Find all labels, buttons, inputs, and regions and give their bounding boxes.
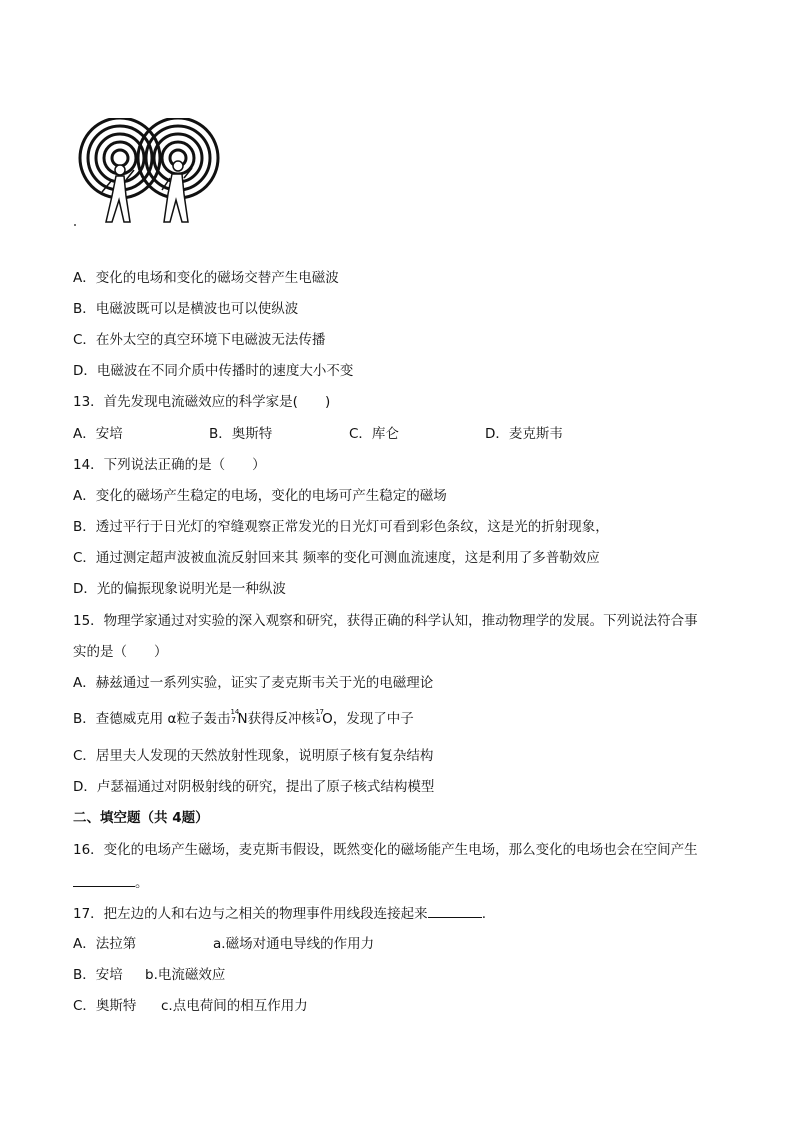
q15-option-b-text1: B．查德威克用 α粒子轰击 [73, 711, 231, 727]
q16-answer-blank[interactable] [73, 872, 135, 887]
q17-answer-blank[interactable] [428, 903, 482, 918]
q13-option-d: D．麦克斯韦 [485, 426, 563, 442]
q17-pair-c [73, 996, 473, 1016]
oxygen-nuclide-numbers [315, 709, 322, 723]
q14-option-d: D．光的偏振现象说明光是一种纵波 [73, 581, 286, 597]
q14-option-a: A．变化的磁场产生稳定的电场，变化的电场可产生稳定的磁场 [73, 488, 447, 504]
oxygen-atomic-number: 8 [316, 716, 321, 724]
q15-stem-line1: 15．物理学家通过对实验的深入观察和研究，获得正确的科学认知，推动物理学的发展。下列说法符合事 [73, 613, 698, 629]
nitrogen-symbol: N [237, 711, 248, 727]
q12-option-d: D．电磁波在不同介质中传播时的速度大小不变 [73, 363, 354, 379]
q17-left-b: B．安培 [73, 967, 123, 983]
q13-stem: 13．首先发现电流磁效应的科学家是( ) [73, 394, 331, 410]
q17-left-a: A．法拉第 [73, 936, 137, 952]
oxygen-mass-number: 17 [315, 708, 324, 716]
q15-option-b-text2: 获得反冲核 [247, 711, 316, 727]
section-heading-fill-in: 二、填空题（共 4题） [73, 810, 209, 826]
q15-option-c: C．居里夫人发现的天然放射性现象，说明原子核有复杂结构 [73, 748, 434, 764]
q12-option-a: A．变化的电场和变化的磁场交替产生电磁波 [73, 270, 339, 286]
q15-option-b [73, 709, 414, 729]
q17-stem-line [73, 903, 486, 924]
q16-stem: 16．变化的电场产生磁场，麦克斯韦假设，既然变化的磁场能产生电场，那么变化的电场也会在空间产生 [73, 842, 698, 858]
q13-options [73, 424, 633, 444]
q16-answer-line [73, 872, 149, 893]
q15-option-a: A．赫兹通过一系列实验，证实了麦克斯韦关于光的电磁理论 [73, 675, 434, 691]
stray-dot [74, 224, 76, 226]
q14-stem: 14．下列说法正确的是（ ） [73, 457, 266, 473]
q16-tail: 。 [135, 875, 149, 891]
q14-option-b: B．透过平行于日光灯的窄缝观察正常发光的日光灯可看到彩色条纹，这是光的折射现象， [73, 519, 609, 535]
q17-stem: 17．把左边的人和右边与之相关的物理事件用线段连接起来 [73, 906, 428, 922]
q15-option-b-text3: ，发现了中子 [332, 711, 414, 727]
oxygen-symbol: O [322, 711, 333, 727]
nitrogen-nuclide-numbers [230, 708, 240, 724]
q13-option-b: B．奥斯特 [209, 426, 273, 442]
q15-stem-line2: 实的是（ ） [73, 644, 168, 660]
q12-option-c: C．在外太空的真空环境下电磁波无法传播 [73, 332, 326, 348]
q17-pair-b [73, 965, 473, 985]
q14-option-c: C．通过测定超声波被血流反射回来其 频率的变化可测血流速度，这是利用了多普勒效应 [73, 550, 600, 566]
q17-right-c: c.点电荷间的相互作用力 [161, 998, 308, 1014]
q17-right-a: a.磁场对通电导线的作用力 [213, 936, 375, 952]
q13-option-c: C．库仑 [349, 426, 399, 442]
q12-option-b: B．电磁波既可以是横波也可以使纵波 [73, 301, 299, 317]
q17-right-b: b.电流磁效应 [145, 967, 226, 983]
q17-pair-a [73, 934, 473, 954]
q17-stem-tail: . [481, 906, 486, 922]
q15-option-d: D．卢瑟福通过对阴极射线的研究，提出了原子核式结构模型 [73, 779, 435, 795]
nitrogen-atomic-number: 7 [231, 716, 236, 724]
q17-left-c: C．奥斯特 [73, 998, 137, 1014]
q13-option-a: A．安培 [73, 426, 123, 442]
wave-figure [72, 118, 232, 230]
nitrogen-mass-number: 14 [230, 708, 240, 716]
